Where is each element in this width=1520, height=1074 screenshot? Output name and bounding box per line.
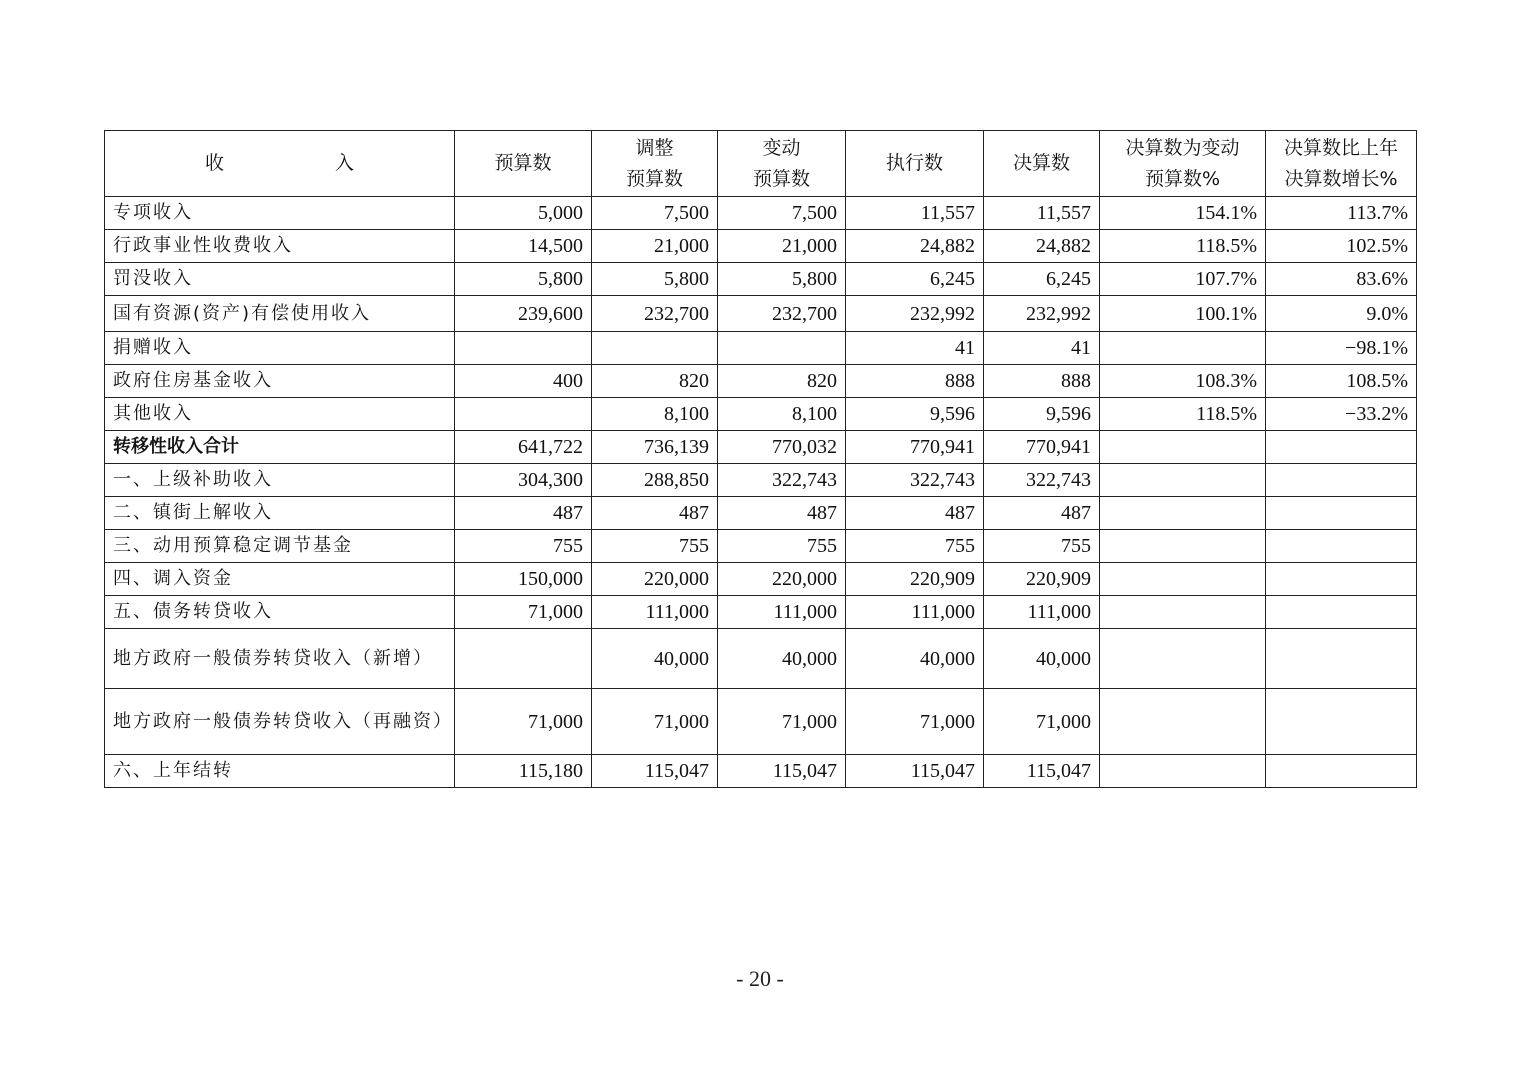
cell-adjusted: 71,000 xyxy=(592,689,718,755)
cell-final-growth xyxy=(1266,497,1417,530)
cell-adjusted: 21,000 xyxy=(592,230,718,263)
row-label: 地方政府一般债券转贷收入（新增） xyxy=(105,629,455,689)
cell-executed: 770,941 xyxy=(846,431,984,464)
row-label: 罚没收入 xyxy=(105,263,455,296)
cell-final: 232,992 xyxy=(984,296,1100,332)
cell-final-growth xyxy=(1266,689,1417,755)
row-label: 一、上级补助收入 xyxy=(105,464,455,497)
cell-final-vs-changed xyxy=(1100,530,1266,563)
cell-budget: 641,722 xyxy=(455,431,592,464)
cell-adjusted: 5,800 xyxy=(592,263,718,296)
page-number: - 20 - xyxy=(736,966,784,991)
cell-adjusted: 8,100 xyxy=(592,398,718,431)
header-item: 收 入 xyxy=(105,131,455,197)
cell-executed: 322,743 xyxy=(846,464,984,497)
cell-final-vs-changed xyxy=(1100,497,1266,530)
cell-final-growth: −33.2% xyxy=(1266,398,1417,431)
cell-changed: 232,700 xyxy=(718,296,846,332)
table-row xyxy=(105,296,1417,332)
cell-changed: 820 xyxy=(718,365,846,398)
cell-changed: 5,800 xyxy=(718,263,846,296)
cell-changed: 40,000 xyxy=(718,629,846,689)
cell-final: 9,596 xyxy=(984,398,1100,431)
cell-adjusted: 820 xyxy=(592,365,718,398)
cell-final-vs-changed xyxy=(1100,332,1266,365)
cell-changed: 7,500 xyxy=(718,197,846,230)
cell-changed: 71,000 xyxy=(718,689,846,755)
cell-final-vs-changed xyxy=(1100,464,1266,497)
cell-final: 487 xyxy=(984,497,1100,530)
row-label: 二、镇街上解收入 xyxy=(105,497,455,530)
cell-executed: 232,992 xyxy=(846,296,984,332)
cell-final-vs-changed xyxy=(1100,431,1266,464)
table-row-subtotal xyxy=(105,431,1417,464)
cell-executed: 9,596 xyxy=(846,398,984,431)
cell-executed: 11,557 xyxy=(846,197,984,230)
table-row xyxy=(105,365,1417,398)
row-label: 四、调入资金 xyxy=(105,563,455,596)
cell-budget: 71,000 xyxy=(455,596,592,629)
cell-executed: 40,000 xyxy=(846,629,984,689)
row-label: 国有资源(资产)有偿使用收入 xyxy=(105,296,455,332)
cell-budget: 150,000 xyxy=(455,563,592,596)
row-label: 地方政府一般债券转贷收入（再融资） xyxy=(105,689,455,755)
cell-adjusted: 232,700 xyxy=(592,296,718,332)
cell-executed: 41 xyxy=(846,332,984,365)
row-label: 其他收入 xyxy=(105,398,455,431)
cell-adjusted: 288,850 xyxy=(592,464,718,497)
cell-adjusted: 220,000 xyxy=(592,563,718,596)
cell-final-vs-changed: 154.1% xyxy=(1100,197,1266,230)
cell-final-vs-changed xyxy=(1100,563,1266,596)
cell-adjusted: 736,139 xyxy=(592,431,718,464)
cell-changed: 115,047 xyxy=(718,755,846,788)
cell-budget xyxy=(455,398,592,431)
cell-final-vs-changed: 118.5% xyxy=(1100,230,1266,263)
table-row xyxy=(105,263,1417,296)
header-final-growth: 决算数比上年 决算数增长% xyxy=(1266,131,1417,197)
header-changed: 变动 预算数 xyxy=(718,131,846,197)
cell-final: 71,000 xyxy=(984,689,1100,755)
cell-final-growth: 102.5% xyxy=(1266,230,1417,263)
table-row xyxy=(105,464,1417,497)
cell-final: 770,941 xyxy=(984,431,1100,464)
cell-executed: 71,000 xyxy=(846,689,984,755)
cell-changed: 487 xyxy=(718,497,846,530)
cell-final: 888 xyxy=(984,365,1100,398)
cell-changed: 322,743 xyxy=(718,464,846,497)
cell-final: 220,909 xyxy=(984,563,1100,596)
row-label: 捐赠收入 xyxy=(105,332,455,365)
cell-budget: 5,000 xyxy=(455,197,592,230)
cell-adjusted: 7,500 xyxy=(592,197,718,230)
cell-budget xyxy=(455,332,592,365)
table-row xyxy=(105,398,1417,431)
cell-adjusted: 40,000 xyxy=(592,629,718,689)
table-row xyxy=(105,563,1417,596)
header-final-vs-changed: 决算数为变动 预算数% xyxy=(1100,131,1266,197)
row-label: 转移性收入合计 xyxy=(105,431,455,464)
cell-executed: 6,245 xyxy=(846,263,984,296)
cell-final-growth xyxy=(1266,629,1417,689)
cell-executed: 487 xyxy=(846,497,984,530)
table-row xyxy=(105,689,1417,755)
cell-final-growth xyxy=(1266,431,1417,464)
cell-executed: 115,047 xyxy=(846,755,984,788)
cell-final: 755 xyxy=(984,530,1100,563)
row-label: 专项收入 xyxy=(105,197,455,230)
table-row xyxy=(105,596,1417,629)
cell-executed: 111,000 xyxy=(846,596,984,629)
cell-final: 41 xyxy=(984,332,1100,365)
cell-budget: 14,500 xyxy=(455,230,592,263)
cell-final-vs-changed xyxy=(1100,596,1266,629)
cell-final-growth xyxy=(1266,755,1417,788)
cell-changed: 111,000 xyxy=(718,596,846,629)
header-budget: 预算数 xyxy=(455,131,592,197)
cell-changed: 21,000 xyxy=(718,230,846,263)
table-row xyxy=(105,332,1417,365)
cell-final-growth: 83.6% xyxy=(1266,263,1417,296)
table-row xyxy=(105,197,1417,230)
cell-budget: 304,300 xyxy=(455,464,592,497)
table-row xyxy=(105,497,1417,530)
cell-final-vs-changed xyxy=(1100,689,1266,755)
cell-final-growth: 108.5% xyxy=(1266,365,1417,398)
cell-changed: 755 xyxy=(718,530,846,563)
row-label: 五、债务转贷收入 xyxy=(105,596,455,629)
cell-adjusted xyxy=(592,332,718,365)
cell-final-vs-changed: 118.5% xyxy=(1100,398,1266,431)
cell-changed xyxy=(718,332,846,365)
cell-final-growth xyxy=(1266,563,1417,596)
cell-adjusted: 115,047 xyxy=(592,755,718,788)
row-label: 六、上年结转 xyxy=(105,755,455,788)
cell-adjusted: 111,000 xyxy=(592,596,718,629)
header-final: 决算数 xyxy=(984,131,1100,197)
cell-executed: 220,909 xyxy=(846,563,984,596)
cell-final: 40,000 xyxy=(984,629,1100,689)
cell-budget: 115,180 xyxy=(455,755,592,788)
cell-executed: 755 xyxy=(846,530,984,563)
revenue-table xyxy=(104,130,1417,788)
cell-budget: 239,600 xyxy=(455,296,592,332)
cell-final: 322,743 xyxy=(984,464,1100,497)
cell-final-growth: −98.1% xyxy=(1266,332,1417,365)
cell-budget: 71,000 xyxy=(455,689,592,755)
cell-final-growth xyxy=(1266,530,1417,563)
cell-executed: 888 xyxy=(846,365,984,398)
cell-changed: 8,100 xyxy=(718,398,846,431)
cell-final: 24,882 xyxy=(984,230,1100,263)
cell-final: 111,000 xyxy=(984,596,1100,629)
cell-final-vs-changed: 100.1% xyxy=(1100,296,1266,332)
cell-final-vs-changed: 107.7% xyxy=(1100,263,1266,296)
cell-adjusted: 755 xyxy=(592,530,718,563)
cell-budget: 755 xyxy=(455,530,592,563)
table-row xyxy=(105,629,1417,689)
table-row xyxy=(105,230,1417,263)
cell-final-growth: 9.0% xyxy=(1266,296,1417,332)
header-adjusted: 调整 预算数 xyxy=(592,131,718,197)
cell-executed: 24,882 xyxy=(846,230,984,263)
header-executed: 执行数 xyxy=(846,131,984,197)
cell-final-vs-changed: 108.3% xyxy=(1100,365,1266,398)
cell-budget: 5,800 xyxy=(455,263,592,296)
cell-final: 6,245 xyxy=(984,263,1100,296)
cell-changed: 220,000 xyxy=(718,563,846,596)
cell-budget: 487 xyxy=(455,497,592,530)
cell-final-growth xyxy=(1266,464,1417,497)
row-label: 政府住房基金收入 xyxy=(105,365,455,398)
table-row xyxy=(105,755,1417,788)
cell-final: 115,047 xyxy=(984,755,1100,788)
cell-final-vs-changed xyxy=(1100,629,1266,689)
cell-changed: 770,032 xyxy=(718,431,846,464)
table-row xyxy=(105,530,1417,563)
cell-final: 11,557 xyxy=(984,197,1100,230)
row-label: 三、动用预算稳定调节基金 xyxy=(105,530,455,563)
cell-budget: 400 xyxy=(455,365,592,398)
cell-final-vs-changed xyxy=(1100,755,1266,788)
cell-budget xyxy=(455,629,592,689)
cell-final-growth xyxy=(1266,596,1417,629)
cell-final-growth: 113.7% xyxy=(1266,197,1417,230)
row-label: 行政事业性收费收入 xyxy=(105,230,455,263)
table-header-row xyxy=(105,131,1417,197)
cell-adjusted: 487 xyxy=(592,497,718,530)
